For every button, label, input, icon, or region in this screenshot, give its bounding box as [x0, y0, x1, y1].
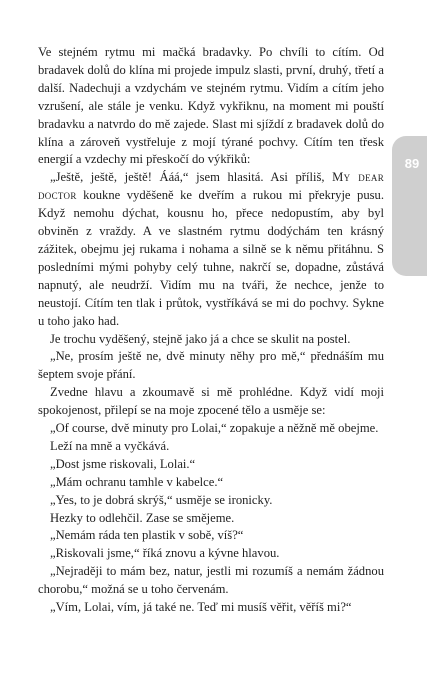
paragraph-part: „Ještě, ještě, ještě! Ááá,“ jsem hlasitá. Asi příliš,: [50, 170, 333, 185]
book-page-text: [38, 44, 384, 617]
paragraph: „Of course, dvě minuty pro Lolai,“ zopakuje a něžně mě obejme.: [50, 421, 379, 436]
paragraph: „Vím, Lolai, vím, já také ne. Teď mi musíš věřit, věříš mi?“: [50, 600, 352, 615]
paragraph: Ve stejném rytmu mi mačká bradavky. Po chvíli to cítím. Od bradavek dolů do klína mi projede impulz slasti, první, druhý, třetí a další. Nadechuji a vzdychám ve stejném rytmu. Vidím a cítím jeho vzrušení, ale stále je venku. Když vykřiknu, na moment mi pouští bradavku a natvrdo do mě zajede. Slast mi sjíždí z bradavek dolů do klína a zároveň vystřeluje z mojí týrané pochvy. Cítím ten třesk energií a vzdechy mi přeskočí do výkřiků:: [38, 45, 384, 167]
smallcaps-phrase: My dear doctor: [38, 170, 384, 203]
paragraph: „Yes, to je dobrá skrýš,“ usměje se ironicky.: [50, 492, 273, 507]
paragraph-part: koukne vyděšeně ke dveřím a rukou mi překryje pusu. Když nemohu dýchat, kousnu ho, přece nedopustím, aby byl obviněn z vraždy. A ve slastném rytmu dodýchám ten krásný zážitek, obejmu jej rukama i nohama a silně se k němu přitáhnu. S posledními mými pohyby celý tuhne, nakrčí se, dopadne, zůstává napnutý, ale neudrží. Vidím mu na tváři, že nechce, jenže to neustojí. Cítím ten tlak i průtok, vystříkává se mi do pochvy. Sykne u toho jako had.: [38, 188, 384, 328]
paragraph: „Riskovali jsme,“ říká znovu a kývne hlavou.: [50, 546, 280, 561]
paragraph: „Nejraději to mám bez, natur, jestli mi rozumíš a nemám žádnou chorobu,“ možná se u toho červenám.: [38, 564, 384, 597]
paragraph: „Nemám ráda ten plastik v sobě, víš?“: [50, 528, 244, 543]
paragraph: „Dost jsme riskovali, Lolai.“: [50, 456, 196, 471]
paragraph: Zvedne hlavu a zkoumavě si mě prohlédne. Když vidí moji spokojenost, přilepí se na moje zpocené tělo a usměje se:: [38, 385, 384, 418]
paragraph: Hezky to odlehčil. Zase se smějeme.: [50, 510, 235, 525]
page-number: 89: [404, 156, 420, 171]
paragraph: Je trochu vyděšený, stejně jako já a chce se skulit na postel.: [50, 331, 351, 346]
paragraph: Leží na mně a vyčkává.: [50, 438, 170, 453]
paragraph: „Mám ochranu tamhle v kabelce.“: [50, 474, 224, 489]
paragraph: „Ne, prosím ještě ne, dvě minuty něhy pro mě,“ přednáším mu šeptem svoje přání.: [38, 349, 384, 382]
paragraph: [38, 169, 384, 330]
